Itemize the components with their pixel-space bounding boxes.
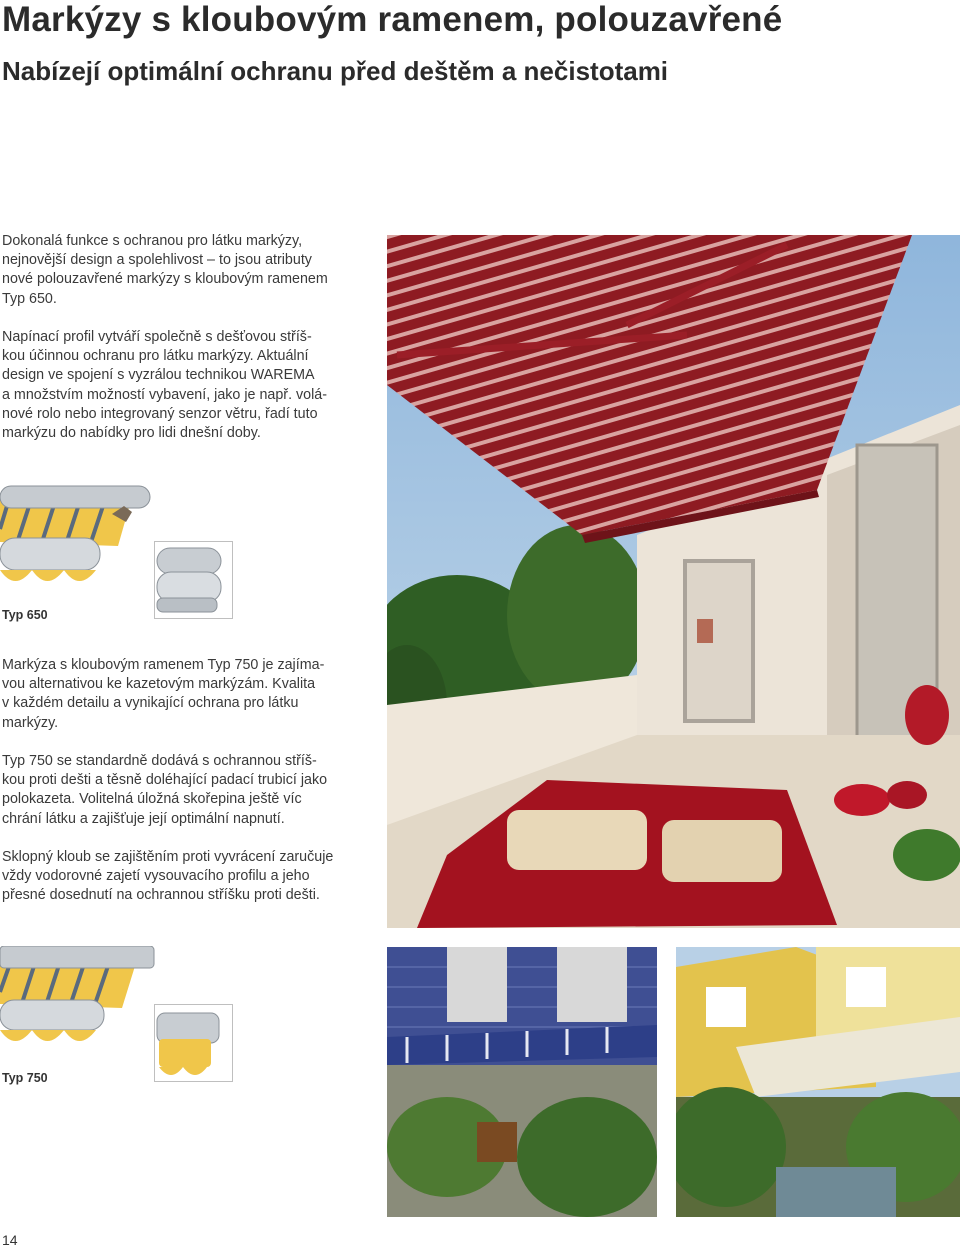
typ650-awning-illustration [0, 484, 160, 608]
yellow-house-awning-photo [676, 947, 960, 1217]
page-number: 14 [2, 1232, 18, 1248]
terrace-awning-photo [387, 235, 960, 928]
typ750-standard-paragraph: Typ 750 se standardně dodává s ochrannou stříš- kou proti dešti a těsně doléhající padací trubicí jako polokazeta. Volitelná úložná skořepina ještě víc chrání látku a zajišťuje její optimální napnutí. [2, 753, 328, 827]
intro-paragraph: Dokonalá funkce s ochranou pro látku markýzy, nejnovější design a spolehlivost – to jsou atributy nové polouzavřené markýzy s kloubovým ramenem Typ 650. [2, 233, 328, 307]
typ650-profile-detail [154, 541, 233, 619]
tension-profile-paragraph: Napínací profil vytváří společně s dešťovou stříš- kou účinnou ochranu pro látku markýzy. Aktuální design ve spojení s vyzrálou technikou WAREMA a množstvím možností vybavení, jako je např. volá- nové rolo nebo integrovaný senzor větru, řadí tuto markýzu do nabídky pro lidi dnešní doby. [2, 329, 327, 442]
typ750-caption: Typ 750 [2, 1071, 48, 1085]
typ650-caption: Typ 650 [2, 608, 48, 622]
page-subtitle: Nabízejí optimální ochranu před deštěm a nečistotami [2, 56, 669, 86]
blue-facade-awning-photo [387, 947, 657, 1217]
typ750-awning-illustration [0, 946, 160, 1070]
page-title: Markýzy s kloubovým ramenem, polouzavřené [2, 0, 783, 39]
typ750-intro-paragraph: Markýza s kloubovým ramenem Typ 750 je zajíma- vou alternativou ke kazetovým markýzám. Kvalita v každém detailu a vynikající ochrana pro látku markýzy. [2, 657, 325, 731]
hinge-paragraph: Sklopný kloub se zajištěním proti vyvrácení zaručuje vždy vodorovné zajetí vysouvacího profilu a jeho přesné dosednutí na ochrannou stříšku proti dešti. [2, 849, 334, 904]
typ750-profile-detail [154, 1004, 233, 1082]
